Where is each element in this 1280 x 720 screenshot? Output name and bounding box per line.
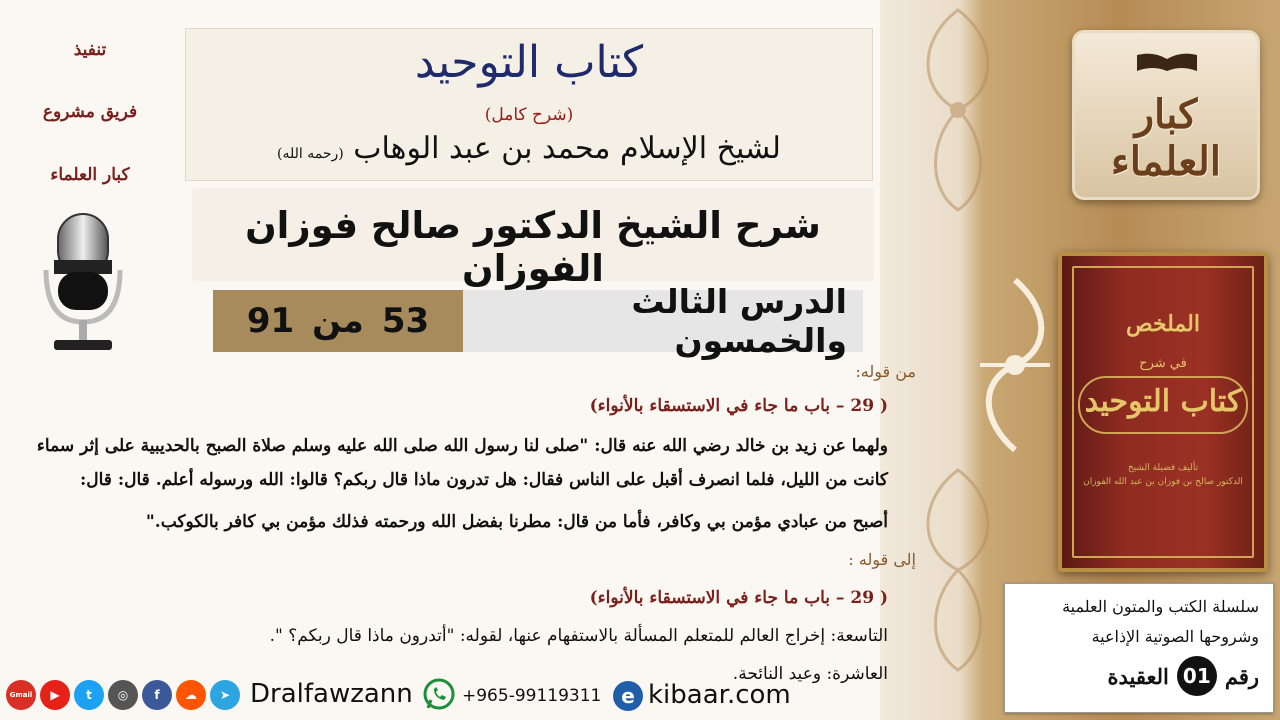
whatsapp-icon[interactable] <box>422 678 456 712</box>
kibaar-logo <box>1072 30 1260 200</box>
explainer-name: شرح الشيخ الدكتور صالح فوزان الفوزان <box>245 204 821 290</box>
book-cover-title-2: في شرح <box>1139 356 1187 371</box>
book-cover-author-line1: تأليف فضيلة الشيخ <box>1127 463 1199 473</box>
swirl-ornament <box>960 270 1070 460</box>
instagram-icon-glyph: ◎ <box>117 688 129 702</box>
book-title-box <box>185 28 873 181</box>
telegram-icon-glyph: ➤ <box>219 688 231 702</box>
series-info-box <box>1004 583 1274 713</box>
book-cover <box>1058 252 1268 572</box>
gmail-icon[interactable] <box>6 680 36 710</box>
team-label: فريق مشروع <box>42 102 138 122</box>
series-line-2: وشروحها الصوتية الإذاعية <box>1091 627 1259 646</box>
social-handle[interactable]: Dralfawzann <box>250 679 413 709</box>
logo-text: كبار العلماء <box>1111 91 1221 185</box>
lesson-bar <box>213 282 863 360</box>
lesson-progress <box>213 290 463 352</box>
facebook-icon-glyph: f <box>154 688 160 702</box>
microphone-icon <box>40 212 126 356</box>
footer-contacts <box>0 674 800 720</box>
series-number-label: رقم <box>1224 663 1259 689</box>
book-cover-title-3: كتاب التوحيد <box>1084 384 1242 419</box>
series-line-1: سلسلة الكتب والمتون العلمية <box>1062 597 1259 616</box>
hadith-line-3: أصبح من عبادي مؤمن بي وكافر، فأما من قال: مطرنا بفضل الله ورحمته فذلك مؤمن بي كافر بالكوكب." <box>145 512 888 532</box>
series-number-badge: 01 <box>1177 656 1217 696</box>
book-subtitle: (شرح كامل) <box>484 105 574 125</box>
book-author-name: لشيخ الإسلام محمد بن عبد الوهاب <box>353 131 781 166</box>
book-author <box>186 131 872 166</box>
lesson-of: من <box>312 301 364 341</box>
lesson-total: 91 <box>246 301 295 341</box>
telegram-icon[interactable] <box>210 680 240 710</box>
book-cover-author-line2: الدكتور صالح بن فوزان بن عبد الله الفوزان <box>1083 477 1243 487</box>
open-book-icon <box>1135 51 1199 73</box>
soundcloud-icon-glyph: ☁ <box>185 688 197 702</box>
from-label: من قوله: <box>855 362 916 381</box>
issue-10: العاشرة: وعيد النائحة. <box>732 664 888 684</box>
svg-text:e: e <box>621 684 635 708</box>
youtube-icon-glyph: ▶ <box>50 688 60 702</box>
soundcloud-icon[interactable] <box>176 680 206 710</box>
book-author-note: (رحمه الله) <box>277 146 344 162</box>
floral-ornament-bottom <box>898 460 1018 680</box>
to-label: إلى قوله : <box>848 550 916 569</box>
issue-9: التاسعة: إخراج العالم للمتعلم المسألة بالاستفهام عنها، لقوله: "أتدرون ماذا قال ربكم؟ ". <box>269 626 888 646</box>
lesson-name: الدرس الثالث والخمسون <box>463 290 863 352</box>
series-number-row <box>1019 656 1259 696</box>
phone-number[interactable]: +965-99119311 <box>462 686 602 706</box>
from-chapter: ( 29 – باب ما جاء في الاستسقاء بالأنواء) <box>589 396 888 416</box>
hadith-line-1: ولهما عن زيد بن خالد رضي الله عنه قال: "صلى لنا رسول الله صلى الله عليه وسلم صلاة الصبح بالحديبية على إثر سماء <box>36 436 888 456</box>
gmail-icon-glyph: Gmail <box>9 691 33 699</box>
book-cover-author <box>1062 461 1264 489</box>
twitter-icon-glyph: t <box>86 688 92 702</box>
ekibaar-logo-icon <box>610 676 646 714</box>
book-title: كتاب التوحيد <box>414 37 644 88</box>
lesson-current: 53 <box>381 301 430 341</box>
project-label: كبار العلماء <box>50 165 130 185</box>
youtube-icon[interactable] <box>40 680 70 710</box>
hadith-line-2: كانت من الليل، فلما انصرف أقبل على الناس فقال: هل تدرون ماذا قال ربكم؟ قالوا: الله ورسوله أعلم. قال: قال: <box>79 470 888 490</box>
facebook-icon[interactable] <box>142 680 172 710</box>
website-link[interactable]: kibaar.com <box>648 680 791 710</box>
explainer-box <box>192 188 874 290</box>
execution-label: تنفيذ <box>73 40 107 60</box>
instagram-icon[interactable] <box>108 680 138 710</box>
series-category: العقيدة <box>1107 663 1169 689</box>
floral-ornament-top <box>898 0 1018 220</box>
twitter-icon[interactable] <box>74 680 104 710</box>
book-cover-title-1: الملخص <box>1126 311 1200 337</box>
to-chapter: ( 29 – باب ما جاء في الاستسقاء بالأنواء) <box>589 588 888 608</box>
